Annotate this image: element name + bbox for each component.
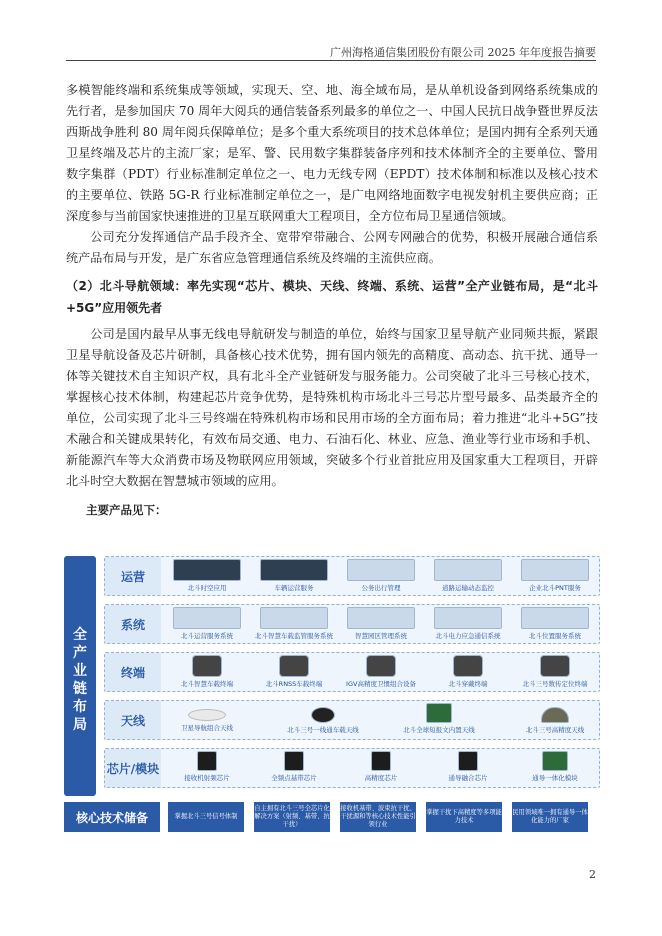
screenshot-thumbnail (347, 559, 415, 581)
product-caption: 北斗三号一线通车载天线 (287, 726, 359, 734)
product-caption: 公务出行管理 (361, 584, 401, 592)
device-image (192, 655, 222, 677)
row-chip-module (104, 748, 600, 788)
product-caption: 北斗智慧车载终端 (181, 680, 233, 688)
product-caption: 全频点基带芯片 (271, 774, 317, 782)
full-chain-text: 全 产 业 链 布 局 (73, 627, 87, 733)
antenna-image (541, 707, 569, 723)
report-title: 广州海格通信集团股份有限公司 2025 年年度报告摘要 (330, 46, 596, 59)
product-caption: 通导一体化模块 (532, 774, 578, 782)
row-terminal (104, 652, 600, 692)
device-image (279, 655, 309, 677)
product-item (254, 559, 334, 593)
full-chain-label (64, 556, 96, 796)
core-tech-item: 接收机基带、波束抗干扰、干扰源和等核心技术性能引领行业 (340, 802, 416, 832)
products-label: 主要产品见下： (86, 503, 167, 517)
product-item (167, 703, 247, 737)
product-caption: 车辆运营服务 (274, 584, 314, 592)
product-item (515, 655, 595, 689)
chip-image (197, 751, 217, 771)
product-item (515, 751, 595, 785)
product-caption: 北斗三号高精度天线 (525, 726, 585, 734)
product-item (254, 655, 334, 689)
section-heading: （2）北斗导航领域：率先实现“芯片、模块、天线、终端、系统、运营”全产业链布局，是“北斗+5G”应用领先者 (66, 279, 598, 315)
product-item (515, 559, 595, 593)
product-caption: 北斗电力应急通信系统 (435, 632, 501, 640)
product-item (167, 751, 247, 785)
page-number: 2 (589, 868, 596, 881)
product-item (254, 607, 334, 641)
product-item (254, 751, 334, 785)
screenshot-thumbnail (173, 607, 241, 629)
core-tech-item: 掌握北斗三号信号体制 (168, 802, 244, 832)
core-tech-item: 掌握干扰下高精度等多项能力技术 (426, 802, 502, 832)
product-caption: 北斗位置服务系统 (529, 632, 581, 640)
product-item (399, 703, 479, 737)
product-item (428, 655, 508, 689)
module-image (542, 751, 568, 771)
product-item (341, 655, 421, 689)
screenshot-thumbnail (434, 607, 502, 629)
product-caption: 通导融合芯片 (448, 774, 488, 782)
row-label: 终端 (105, 653, 161, 691)
antenna-image (311, 707, 335, 723)
paragraph-3: 公司是国内最早从事无线电导航研发与制造的单位，始终与国家卫星导航产业同频共振，紧跟卫星导航设备及芯片研制，具备核心技术优势，拥有国内领先的高精度、高动态、抗干扰、通导一体等关键技术自主知识产权，具有北斗全产业链研发与服务能力。公司突破了北斗三号核心技术，掌握核心技术体制，构建起芯片竞争优势，是特殊机构市场北斗三号芯片型号最多、品类最齐全的单位，公司实现了北斗三号终端在特殊机构市场和民用市场的全方面布局；着力推进“北斗+5G”技术融合和关键成果转化，有效布局交通、电力、石油石化、林业、应急、渔业等行业市场和手机、新能源汽车等大众消费市场及物联网应用领域，突破多个行业首批应用及国家重大工程项目，开辟北斗时空大数据在智慧城市领域的应用。 (66, 327, 598, 488)
row-system (104, 604, 600, 644)
product-caption: 高精度芯片 (364, 774, 398, 782)
product-caption: 北斗穿戴终端 (448, 680, 488, 688)
product-caption: 北斗时空应用 (187, 584, 227, 592)
paragraph-1: 多模智能终端和系统集成等领域，实现天、空、地、海全域布局，是从单机设备到网络系统集成的先行者，是参加国庆 70 周年大阅兵的通信装备系列最多的单位之一、中国人民抗日战争暨世界反法西斯战争胜利 80 周年阅兵保障单位；是多个重大系统项目的技术总体单位；是国内拥有全系列天通卫星终端及芯片的主流厂家；是军、警、民用数字集群装备序列和技术体制齐全的主要单位、警用数字集群（PDT）行业标准制定单位之一、电力无线专网（EPDT）技术体制和标准以及核心技术的主要单位、铁路 5G-R 行业标准制定单位之一，是广电网络地面数字电视发射机主要供应商；正深度参与当前国家快速推进的卫星互联网重大工程项目，全方位布局卫星通信领域。 (66, 83, 598, 223)
screenshot-thumbnail (347, 607, 415, 629)
product-item (428, 751, 508, 785)
row-label: 系统 (105, 605, 161, 643)
chip-image (284, 751, 304, 771)
product-item (167, 559, 247, 593)
product-item (515, 703, 595, 737)
product-diagram (64, 556, 598, 834)
product-item (341, 607, 421, 641)
product-caption: 道路运输动态监控 (442, 584, 494, 592)
main-text (66, 80, 598, 521)
screenshot-thumbnail (260, 559, 328, 581)
product-caption: 北斗三号数传定位终端 (522, 680, 588, 688)
row-label: 芯片/模块 (105, 749, 161, 787)
screenshot-thumbnail (260, 607, 328, 629)
page-header (0, 0, 662, 64)
product-caption: 北斗RNSS车载终端 (265, 680, 323, 688)
product-caption: 接收机射频芯片 (184, 774, 230, 782)
chip-image (458, 751, 478, 771)
antenna-image (188, 709, 226, 721)
product-item (341, 751, 421, 785)
core-tech-bar (64, 802, 598, 832)
device-image (540, 655, 570, 677)
header-divider (66, 60, 596, 61)
product-item (283, 703, 363, 737)
screenshot-thumbnail (434, 559, 502, 581)
core-tech-item: 民用领域唯一拥有通导一体化能力的厂家 (512, 802, 588, 832)
row-operation (104, 556, 600, 596)
row-antenna (104, 700, 600, 740)
product-item (167, 607, 247, 641)
screenshot-thumbnail (521, 607, 589, 629)
product-caption: IGV高精度卫惯组合设备 (346, 680, 416, 688)
product-caption: 卫星导航组合天线 (181, 724, 233, 732)
chip-image (371, 751, 391, 771)
product-item (167, 655, 247, 689)
product-caption: 智慧园区管理系统 (355, 632, 407, 640)
device-image (366, 655, 396, 677)
screenshot-thumbnail (173, 559, 241, 581)
product-caption: 北斗运营服务系统 (181, 632, 233, 640)
row-label: 运营 (105, 557, 161, 595)
product-item (428, 607, 508, 641)
product-caption: 北斗全球短报文内置天线 (403, 726, 475, 734)
core-tech-title: 核心技术储备 (64, 802, 160, 832)
product-item (341, 559, 421, 593)
product-caption: 企业北斗PNT服务 (529, 584, 581, 592)
device-image (453, 655, 483, 677)
paragraph-2: 公司充分发挥通信产品手段齐全、宽带窄带融合、公网专网融合的优势，积极开展融合通信系统产品布局与开发，是广东省应急管理通信系统及终端的主流供应商。 (66, 230, 598, 265)
row-label: 天线 (105, 701, 161, 739)
antenna-image (426, 703, 452, 723)
product-item (515, 607, 595, 641)
product-caption: 北斗智慧车载监管服务系统 (255, 632, 333, 640)
core-tech-item: 自主拥有北斗三号全芯片化解决方案（射频、基带、抗干扰） (254, 802, 330, 832)
screenshot-thumbnail (521, 559, 589, 581)
product-item (428, 559, 508, 593)
